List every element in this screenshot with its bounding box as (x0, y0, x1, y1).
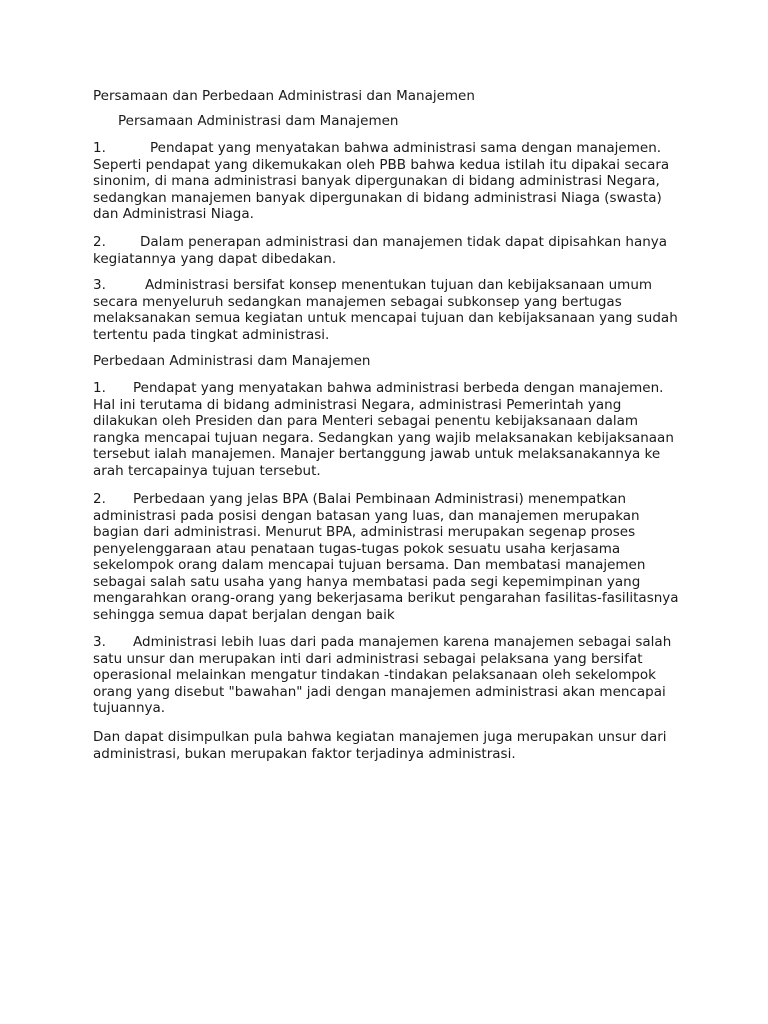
item-text: Pendapat yang menyatakan bahwa administrasi berbeda dengan manajemen. Hal ini terutama di bidang administrasi Negara, administrasi Pemerintah yang dilakukan oleh Presiden dan para Menteri sebagai penentu kebijaksanaan dalam rangka mencapai tujuan negara. Sedangkan yang wajib melaksanakan kebijaksanaan tersebut ialah manajemen. Manajer bertanggung jawab untuk melaksanakannya ke arah tercapainya tujuan tersebut. (93, 380, 674, 479)
difference-item-1 (93, 380, 683, 479)
difference-item-2 (93, 491, 683, 623)
similarity-item-1 (93, 140, 683, 223)
similarity-item-3 (93, 277, 683, 343)
difference-item-3 (93, 634, 683, 717)
similarities-heading: Persamaan Administrasi dam Manajemen (118, 113, 399, 129)
item-text: Perbedaan yang jelas BPA (Balai Pembinaan Administrasi) menempatkan administrasi pada posisi dengan batasan yang luas, dan manajemen merupakan bagian dari administrasi. Menurut BPA, administrasi merupakan segenap proses penyelenggaraan atau penataan tugas-tugas pokok sesuatu usaha kerjasama sekelompok orang dalam mencapai tujuan bersama. Dan membatasi manajemen sebagai salah satu usaha yang hanya membatasi pada segi kepemimpinan yang mengarahkan orang-orang yang bekerjasama berikut pengarahan fasilitas-fasilitasnya sehingga semua dapat berjalan dengan baik (93, 491, 679, 623)
differences-heading: Perbedaan Administrasi dam Manajemen (93, 353, 371, 369)
document-title: Persamaan dan Perbedaan Administrasi dan Manajemen (93, 88, 475, 104)
item-number: 2. (93, 491, 106, 507)
item-number: 1. (93, 140, 106, 156)
item-number: 1. (93, 380, 106, 396)
item-text: Administrasi lebih luas dari pada manajemen karena manajemen sebagai salah satu unsur dan merupakan inti dari administrasi sebagai pelaksana yang bersifat operasional melainkan mengatur tindakan -tindakan pelaksanaan oleh sekelompok orang yang disebut "bawahan" jadi dengan manajemen administrasi akan mencapai tujuannya. (93, 634, 672, 716)
conclusion-paragraph: Dan dapat disimpulkan pula bahwa kegiatan manajemen juga merupakan unsur dari administrasi, bukan merupakan faktor terjadinya administrasi. (93, 729, 667, 762)
item-number: 3. (93, 634, 106, 650)
similarity-item-2 (93, 234, 683, 267)
item-number: 3. (93, 277, 106, 293)
item-text: Pendapat yang menyatakan bahwa administrasi sama dengan manajemen. Seperti pendapat yang dikemukakan oleh PBB bahwa kedua istilah itu dipakai secara sinonim, di mana administrasi banyak dipergunakan di bidang administrasi Negara, sedangkan manajemen banyak dipergunakan di bidang administrasi Niaga (swasta) dan Administrasi Niaga. (93, 140, 670, 222)
item-text: Dalam penerapan administrasi dan manajemen tidak dapat dipisahkan hanya kegiatannya yang dapat dibedakan. (93, 234, 668, 267)
item-text: Administrasi bersifat konsep menentukan tujuan dan kebijaksanaan umum secara menyeluruh sedangkan manajemen sebagai subkonsep yang bertugas melaksanakan semua kegiatan untuk mencapai tujuan dan kebijaksanaan yang sudah tertentu pada tingkat administrasi. (93, 277, 678, 343)
item-number: 2. (93, 234, 106, 250)
